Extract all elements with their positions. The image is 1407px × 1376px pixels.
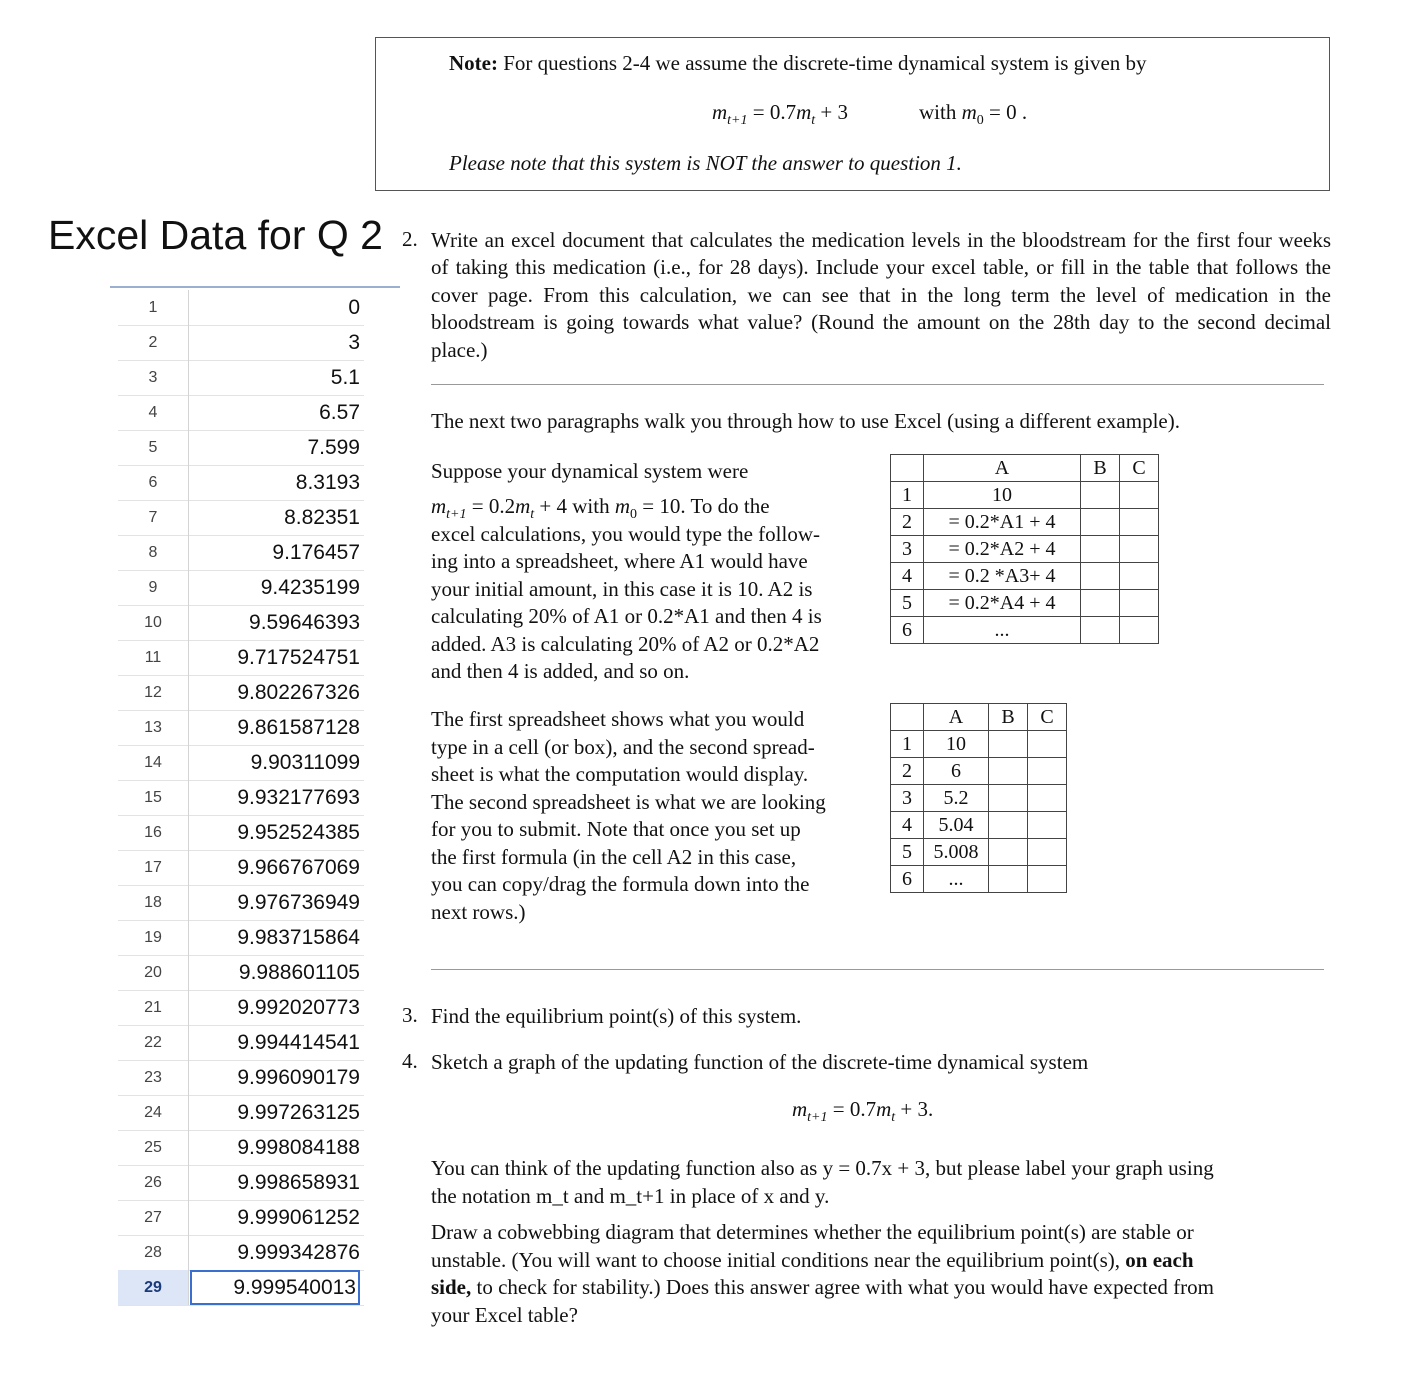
note-equation: $m_{t+1} = 0.7m_t + 3$ [712,100,849,129]
text-line: excel calculations, you would type the follow- [431,522,820,546]
text-line: for you to submit. Note that once you set up [431,817,801,841]
sheet-cell [1081,509,1120,536]
excel-row[interactable] [118,920,364,956]
sheet-header-cell: A [924,455,1081,482]
excel-cell-value[interactable]: 9.999342876 [237,1241,360,1264]
excel-row-number[interactable]: 21 [118,990,189,1025]
sheet-cell [1028,812,1067,839]
q3-text: Find the equilibrium point(s) of this system. [431,1004,802,1028]
sheet-header-cell [891,455,924,482]
excel-row-number[interactable]: 7 [118,500,189,535]
text-line: type in a cell (or box), and the second spread- [431,734,815,759]
excel-cell-value[interactable]: 0 [348,296,360,319]
excel-row[interactable] [118,1025,364,1061]
sheet-cell [989,758,1028,785]
sheet-cell: 5.2 [924,785,989,812]
excel-cell-value[interactable]: 9.996090179 [237,1066,360,1089]
sheet-row-number: 1 [891,731,924,758]
excel-cell-value[interactable]: 3 [348,331,360,354]
example-equation-line: $m_{t+1} = 0.2m_t + 4$ with $m_0 = 10$. To do the [431,494,770,523]
excel-row[interactable] [118,465,364,501]
excel-row-number[interactable]: 14 [118,745,189,780]
sheet-cell [989,839,1028,866]
sheet-cell [1081,536,1120,563]
bold-on-each: on each [1125,1247,1194,1272]
excel-row-number[interactable]: 13 [118,710,189,745]
sheet-row-number: 4 [891,812,924,839]
sheet-row-number: 5 [891,839,924,866]
note-box [375,37,1330,191]
q2-text: Write an excel document that calculates the medication levels in the bloodstream for the first four weeks of taking this medication (i.e., for 28 days). Include your excel table, or fill in the table that follows the cover page. From this calculation, we can see that in the long term the level of medication in the bloodstream is going towards what value? (Round the amount on the 28th day to the second decimal place.) [431,228,1331,362]
text-line: and then 4 is added, and so on. [431,659,690,683]
sheet-cell [1028,839,1067,866]
text-line: Draw a cobwebbing diagram that determines whether the equilibrium point(s) are stable or [431,1220,1194,1244]
excel-cell-value[interactable]: 9.997263125 [237,1101,360,1124]
excel-cell-value[interactable]: 9.998658931 [237,1171,360,1194]
text-line: The first spreadsheet shows what you would [431,707,805,731]
sheet-row-number: 2 [891,758,924,785]
note-text [449,51,1147,76]
sheet-header-cell [891,704,924,731]
sheet-header-cell: B [1081,455,1120,482]
excel-cell-value[interactable]: 8.82351 [284,506,360,529]
sheet-cell [1120,563,1159,590]
sheet-cell [1028,758,1067,785]
sheet-cell [1120,590,1159,617]
excel-row-number[interactable]: 18 [118,885,189,920]
excel-row-number[interactable]: 16 [118,815,189,850]
excel-row-number[interactable]: 15 [118,780,189,815]
excel-cell-value[interactable]: 9.976736949 [237,891,360,914]
excel-row[interactable] [118,325,364,361]
excel-cell-value[interactable]: 8.3193 [295,471,360,494]
note-disclaimer: Please note that this system is NOT the answer to question 1. [449,151,962,175]
excel-row[interactable] [118,780,364,816]
text-line: The second spreadsheet is what we are looking [431,789,826,814]
text-line: you can copy/drag the formula down into the [431,872,810,896]
excel-cell-value[interactable]: 9.4235199 [260,576,360,599]
sheet-cell [1081,482,1120,509]
sheet-cell [1120,509,1159,536]
sheet-header-cell: A [924,704,989,731]
text-line: unstable. (You will want to choose initial conditions near the equilibrium point(s), on each [431,1247,1194,1272]
sheet-cell [1028,866,1067,893]
excel-cell-value[interactable]: 9.966767069 [237,856,360,879]
text-line: side, to check for stability.) Does this answer agree with what you would have expected from [431,1275,1215,1299]
sheet-cell [1081,590,1120,617]
sheet-cell [989,812,1028,839]
excel-cell-value[interactable]: 5.1 [330,366,360,389]
excel-row-number[interactable]: 9 [118,570,189,605]
excel-row-number[interactable]: 2 [118,325,189,360]
excel-cell-value[interactable]: 9.717524751 [237,646,360,669]
excel-row-number[interactable]: 12 [118,675,189,710]
divider-1 [431,384,1324,385]
excel-row-number[interactable]: 29 [118,1270,189,1305]
excel-row[interactable] [118,710,364,746]
excel-row-number[interactable]: 20 [118,955,189,990]
excel-top-border [110,286,400,288]
excel-cell-value[interactable]: 9.999061252 [237,1206,360,1229]
sheet-cell [989,731,1028,758]
excel-title: Excel Data for Q 2 [48,212,383,258]
excel-row[interactable] [118,1270,364,1306]
excel-row[interactable] [118,605,364,641]
sheet-cell: ... [924,866,989,893]
excel-row[interactable] [118,395,364,431]
text-line: your initial amount, in this case it is 10. A2 is [431,576,813,601]
q4-text: Sketch a graph of the updating function of the discrete-time dynamical system [431,1050,1089,1074]
sheet-cell [1028,785,1067,812]
excel-row[interactable] [118,955,364,991]
sheet-cell [1081,617,1120,644]
excel-cell-value[interactable]: 9.59646393 [249,611,360,634]
sheet-cell: 10 [924,482,1081,509]
sheet-row-number: 3 [891,536,924,563]
note-body: For questions 2-4 we assume the discrete-time dynamical system is given by [503,51,1147,75]
divider-2 [431,969,1324,970]
excel-row[interactable] [118,640,364,676]
sheet-cell [1120,617,1159,644]
excel-row[interactable] [118,815,364,851]
sheet-row-number: 1 [891,482,924,509]
excel-row[interactable] [118,745,364,781]
sheet-cell: 10 [924,731,989,758]
excel-row-number[interactable]: 6 [118,465,189,500]
excel-row[interactable] [118,1095,364,1131]
text-line: the first formula (in the cell A2 in this case, [431,844,797,869]
excel-row-number[interactable]: 5 [118,430,189,465]
excel-row[interactable] [118,1060,364,1096]
text-line: sheet is what the computation would display. [431,762,809,786]
excel-row-number[interactable]: 25 [118,1130,189,1165]
excel-row-number[interactable]: 26 [118,1165,189,1200]
excel-cell-value[interactable]: 9.861587128 [237,716,360,739]
excel-row[interactable] [118,360,364,396]
sheet-cell: = 0.2*A2 + 4 [924,536,1081,563]
excel-cell-value[interactable]: 9.932177693 [237,786,360,809]
sheet-cell [989,785,1028,812]
spreadsheet-values [890,703,1067,893]
excel-cell-value[interactable]: 9.802267326 [237,681,360,704]
excel-row-number[interactable]: 1 [118,290,189,325]
q4-think-line-1: You can think of the updating function also as y = 0.7x + 3, but please label your graph using [431,1156,1214,1180]
sheet-cell: ... [924,617,1081,644]
excel-row-number[interactable]: 22 [118,1025,189,1060]
excel-row-number[interactable]: 3 [118,360,189,395]
text-line: next rows.) [431,899,526,924]
excel-row[interactable] [118,430,364,466]
sheet-cell [989,866,1028,893]
excel-cell-value[interactable]: 7.599 [307,436,360,459]
excel-cell-value[interactable]: 9.992020773 [237,996,360,1019]
excel-row-number[interactable]: 17 [118,850,189,885]
sheet-cell: = 0.2*A4 + 4 [924,590,1081,617]
excel-row-number[interactable]: 27 [118,1200,189,1235]
excel-row[interactable] [118,570,364,606]
excel-row[interactable] [118,1235,364,1271]
q3-number: 3. [402,1003,418,1027]
sheet-cell [1120,482,1159,509]
note-label: Note: [449,51,498,75]
q4-think-line-2: the notation m_t and m_t+1 in place of x and y. [431,1184,830,1208]
sheet-row-number: 4 [891,563,924,590]
q4-equation: $m_{t+1} = 0.7m_t + 3$. [792,1097,934,1126]
excel-row-number[interactable]: 10 [118,605,189,640]
excel-cell-value[interactable]: 9.998084188 [237,1136,360,1159]
sheet-row-number: 5 [891,590,924,617]
sheet-cell: = 0.2 *A3+ 4 [924,563,1081,590]
excel-row-number[interactable]: 11 [118,640,189,675]
excel-row-number[interactable]: 28 [118,1235,189,1270]
text-line: your Excel table? [431,1302,578,1327]
excel-row[interactable] [118,535,364,571]
sheet-row-number: 6 [891,617,924,644]
excel-cell-value[interactable]: 9.999540013 [190,1270,360,1305]
excel-row-number[interactable]: 4 [118,395,189,430]
sheet-cell: 6 [924,758,989,785]
q2-number: 2. [402,227,418,251]
excel-row[interactable] [118,1200,364,1236]
excel-row-number[interactable]: 19 [118,920,189,955]
sheet-row-number: 6 [891,866,924,893]
sheet-cell: = 0.2*A1 + 4 [924,509,1081,536]
excel-cell-value[interactable]: 9.983715864 [237,926,360,949]
text-line: ing into a spreadsheet, where A1 would have [431,549,808,574]
excel-row-number[interactable]: 8 [118,535,189,570]
q4-number: 4. [402,1049,418,1073]
excel-cell-value[interactable]: 9.176457 [272,541,360,564]
excel-cell-value[interactable]: 9.952524385 [237,821,360,844]
sheet-cell: 5.008 [924,839,989,866]
sheet-cell [1081,563,1120,590]
sheet-row-number: 2 [891,509,924,536]
excel-row[interactable] [118,500,364,536]
sheet-cell [1028,731,1067,758]
excel-row-number[interactable]: 24 [118,1095,189,1130]
text-line: calculating 20% of A1 or 0.2*A1 and then 4 is [431,604,822,629]
example-lead: Suppose your dynamical system were [431,459,749,483]
excel-row[interactable] [118,1165,364,1201]
q2-intro: The next two paragraphs walk you through how to use Excel (using a different example). [431,409,1180,433]
sheet-cell [1120,536,1159,563]
excel-cell-value[interactable]: 9.994414541 [237,1031,360,1054]
note-initial-condition: with $m_0 = 0$ . [919,100,1028,129]
sheet-header-cell: C [1028,704,1067,731]
excel-row[interactable] [118,850,364,886]
excel-row[interactable] [118,675,364,711]
sheet-cell: 5.04 [924,812,989,839]
excel-cell-value[interactable]: 9.90311099 [250,751,360,774]
sheet-header-cell: C [1120,455,1159,482]
sheet-header-cell: B [989,704,1028,731]
sheet-row-number: 3 [891,785,924,812]
excel-row[interactable] [118,290,364,326]
excel-row-number[interactable]: 23 [118,1060,189,1095]
text-line: added. A3 is calculating 20% of A2 or 0.2*A2 [431,631,820,656]
excel-row[interactable] [118,885,364,921]
excel-cell-value[interactable]: 9.988601105 [238,961,360,984]
excel-row[interactable] [118,990,364,1026]
spreadsheet-formulas [890,454,1159,644]
excel-row[interactable] [118,1130,364,1166]
excel-cell-value[interactable]: 6.57 [319,401,360,424]
